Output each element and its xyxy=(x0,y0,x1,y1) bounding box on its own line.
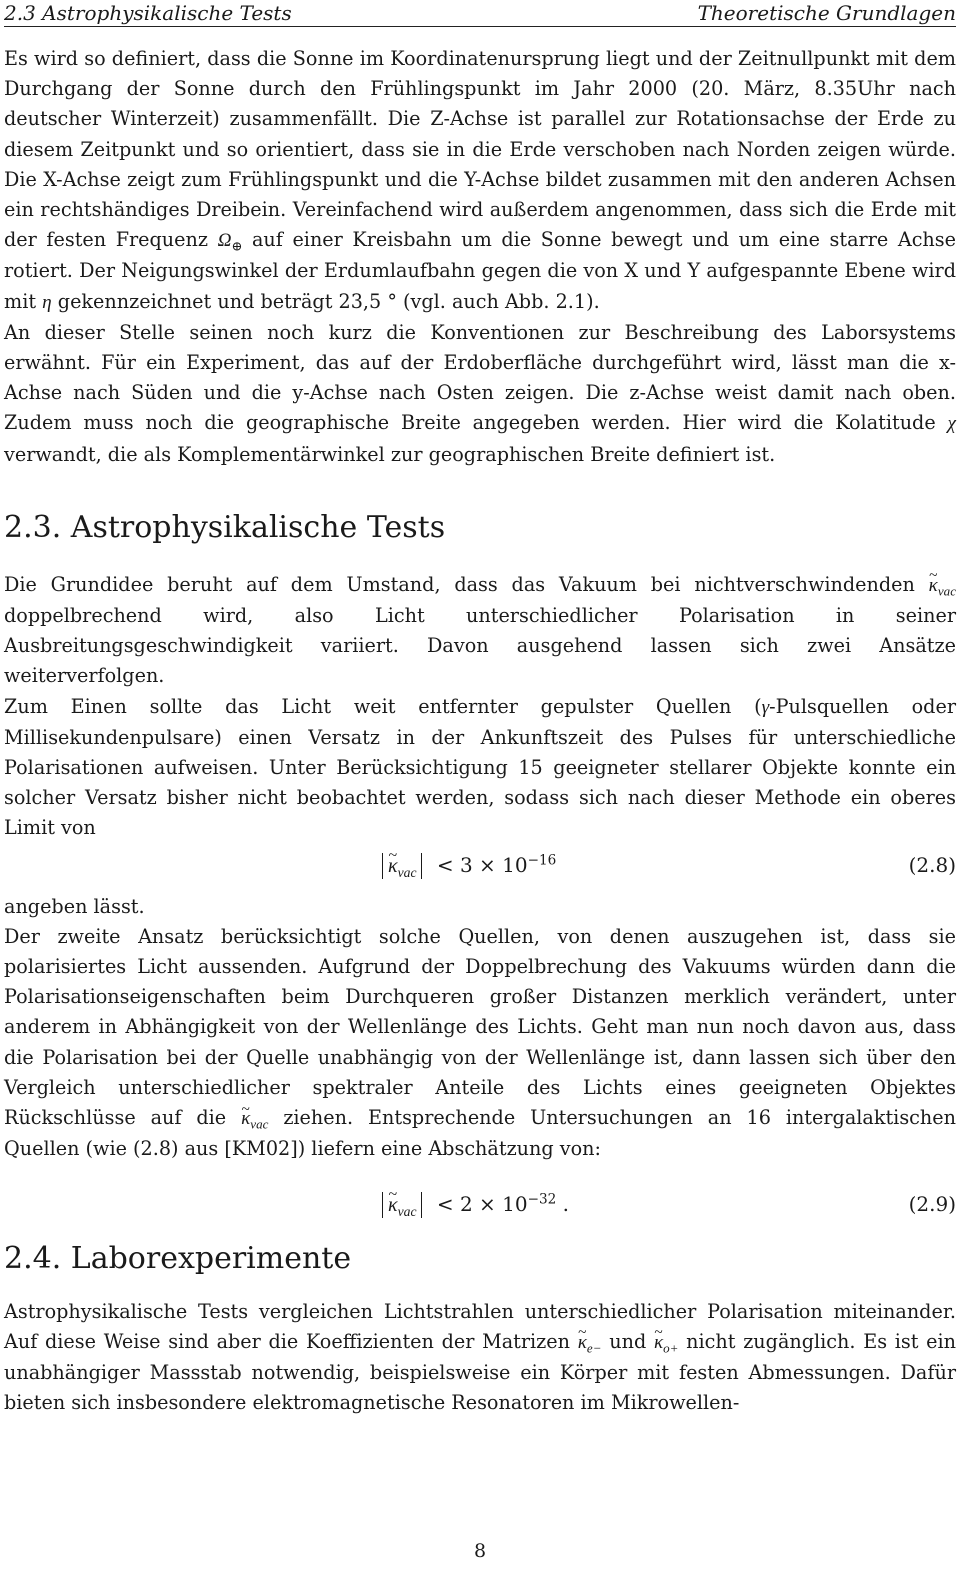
equation-2-8 xyxy=(4,844,956,892)
equation-body: ~ $\kappa_{vac} < 2 \times 10^{-32}$ . xyxy=(382,1189,569,1219)
equation-body: ~ $\kappa_{vac} < 3 \times 10^{-16}$ xyxy=(382,850,556,880)
eta-symbol: η xyxy=(42,291,52,313)
earth-subscript: ⊕ xyxy=(231,238,243,254)
absolute-value: ~ $\kappa_{vac}$ xyxy=(382,853,422,879)
page-number: 8 xyxy=(473,1540,487,1562)
text-run: Der zweite Ansatz berücksichtigt solche Quellen, von denen auszugehen ist, dass sie polarisiertes Licht aussenden. Aufgrund der Doppelbrechung des Vakuums würden dann die Polarisationseigenschaften beim Durchqueren großer Distanzen merklich verändert, unter anderem in Abhängigkeit von der Wellenlänge des Lichts. Geht man nun noch davon aus, dass die Polarisation bei der Quelle unabhängig von der Wellenlänge ist, dann lassen sich über den Vergleich unterschiedlicher spektraler Anteile des Lichts eines geeigneten Objektes Rückschlüsse auf die xyxy=(4,924,956,1130)
text-run: nicht zugänglich. Es ist ein unabhängiger Massstab notwendig, beispielsweise ein Körper mit festen Abmessungen. Dafür bieten sich insbesondere elektromagnetische Resonatoren im Mikrowellen- xyxy=(4,1329,956,1415)
text-run: Astrophysikalische Tests vergleichen Lichtstrahlen unterschiedlicher Polarisation miteinander. Auf diese Weise sind aber die Koeffizienten der Matrizen xyxy=(4,1299,956,1353)
chi-symbol: χ xyxy=(947,413,956,435)
absolute-value: ~ $\kappa_{vac}$ xyxy=(382,1192,422,1218)
text-run: An dieser Stelle seinen noch kurz die Konventionen zur Beschreibung des Laborsystems erwähnt. Für ein Experiment, das auf der Erdoberfläche durchgeführt wird, lässt man die x-Achse nach Süden und die y-Achse nach Osten zeigen. Die z-Achse weist damit nach oben. Zudem muss noch die geographische Breite angegeben werden. Hier wird die Kolatitude xyxy=(4,320,956,435)
header-chapter-title: Theoretische Grundlagen xyxy=(697,1,956,25)
text-run: ziehen. Entsprechende Untersuchungen an 16 intergalaktischen Quellen (wie (2.8) aus [KM02]) liefern eine Abschätzung von: xyxy=(4,1106,956,1161)
paragraph-lab-intro xyxy=(4,1297,956,1419)
paragraph-lab-conventions xyxy=(4,318,956,470)
text-run: Die Grundidee beruht auf dem Umstand, dass das Vakuum bei nichtverschwindenden xyxy=(4,572,929,596)
paragraph-polarized-sources xyxy=(4,922,956,1165)
section-heading-lab-experiments: 2.4. Laborexperimente xyxy=(4,1240,352,1276)
text-run: Es wird so definiert, dass die Sonne im Koordinatenursprung liegt und der Zeitnullpunkt mit dem Durchgang der Sonne durch den Frühlingspunkt im Jahr 2000 (20. März, 8.35Uhr nach deutscher Winterzeit) zusammenfällt. Die Z-Achse ist parallel zur Rotationsachse der Erde zu diesem Zeitpunkt und so orientiert, dass sie in die Erde verschoben nach Norden zeigen würde. Die X-Achse zeigt zum Frühlingspunkt und die Y-Achse bildet zusammen mit den anderen Achsen ein rechtshändiges Dreibein. Vereinfachend wird außerdem angenommen, dass sich die Erde mit der festen Frequenz xyxy=(4,47,956,252)
equation-number: (2.8) xyxy=(908,852,956,877)
text-run: Zum Einen sollte das Licht weit entfernter gepulster Quellen ( xyxy=(4,694,762,718)
text-run: doppelbrechend wird, also Licht unterschiedlicher Polarisation in seiner Ausbreitungsgeschwindigkeit variiert. Davon ausgehend lassen sich zwei Ansätze weiterverfolgen. xyxy=(4,604,956,688)
omega-symbol: $\Omega_\oplus$ xyxy=(217,230,243,254)
header-section-title: 2.3 Astrophysikalische Tests xyxy=(4,1,292,25)
text-run: gekennzeichnet und beträgt 23,5 ° (vgl. auch Abb. 2.1). xyxy=(51,289,600,313)
gamma-symbol: γ xyxy=(761,696,770,718)
kappa-vac-symbol: ~ $\kappa_{vac}$ xyxy=(241,1108,268,1129)
kappa-o-plus-symbol: ~ $\kappa_{o+}$ xyxy=(654,1332,679,1353)
text-run: verwandt, die als Komplementärwinkel zur geographischen Breite definiert ist. xyxy=(4,442,776,466)
text-run: und xyxy=(601,1329,654,1353)
equation-2-9 xyxy=(4,1183,956,1231)
equation-number: (2.9) xyxy=(908,1191,956,1216)
running-header xyxy=(4,0,956,27)
paragraph-limit-statement: angeben lässt. xyxy=(4,894,145,918)
text-run: -Pulsquellen oder Millisekundenpulsare) einen Versatz in der Ankunftszeit des Pulses für unterschiedliche Polarisationen aufweisen. Unter Berücksichtigung 15 geeigneter stellarer Objekte konnte ein solcher Versatz bisher nicht beobachtet werden, sodass sich nach dieser Methode ein oberes Limit von xyxy=(4,694,956,840)
paragraph-basic-idea xyxy=(4,570,956,692)
section-heading-astrophysical-tests: 2.3. Astrophysikalische Tests xyxy=(4,509,446,545)
page-content xyxy=(4,44,956,1418)
text-run: auf einer Kreisbahn um die Sonne bewegt und um eine starre Achse rotiert. Der Neigungswinkel der Erdumlaufbahn gegen die von X und Y aufgespannte Ebene wird mit xyxy=(4,228,956,313)
kappa-e-minus-symbol: ~ $\kappa_{e-}$ xyxy=(578,1332,602,1353)
kappa-vac-symbol: ~ $\kappa_{vac}$ xyxy=(929,575,956,596)
paragraph-coordinate-system xyxy=(4,44,956,318)
paragraph-pulsed-sources xyxy=(4,692,956,844)
